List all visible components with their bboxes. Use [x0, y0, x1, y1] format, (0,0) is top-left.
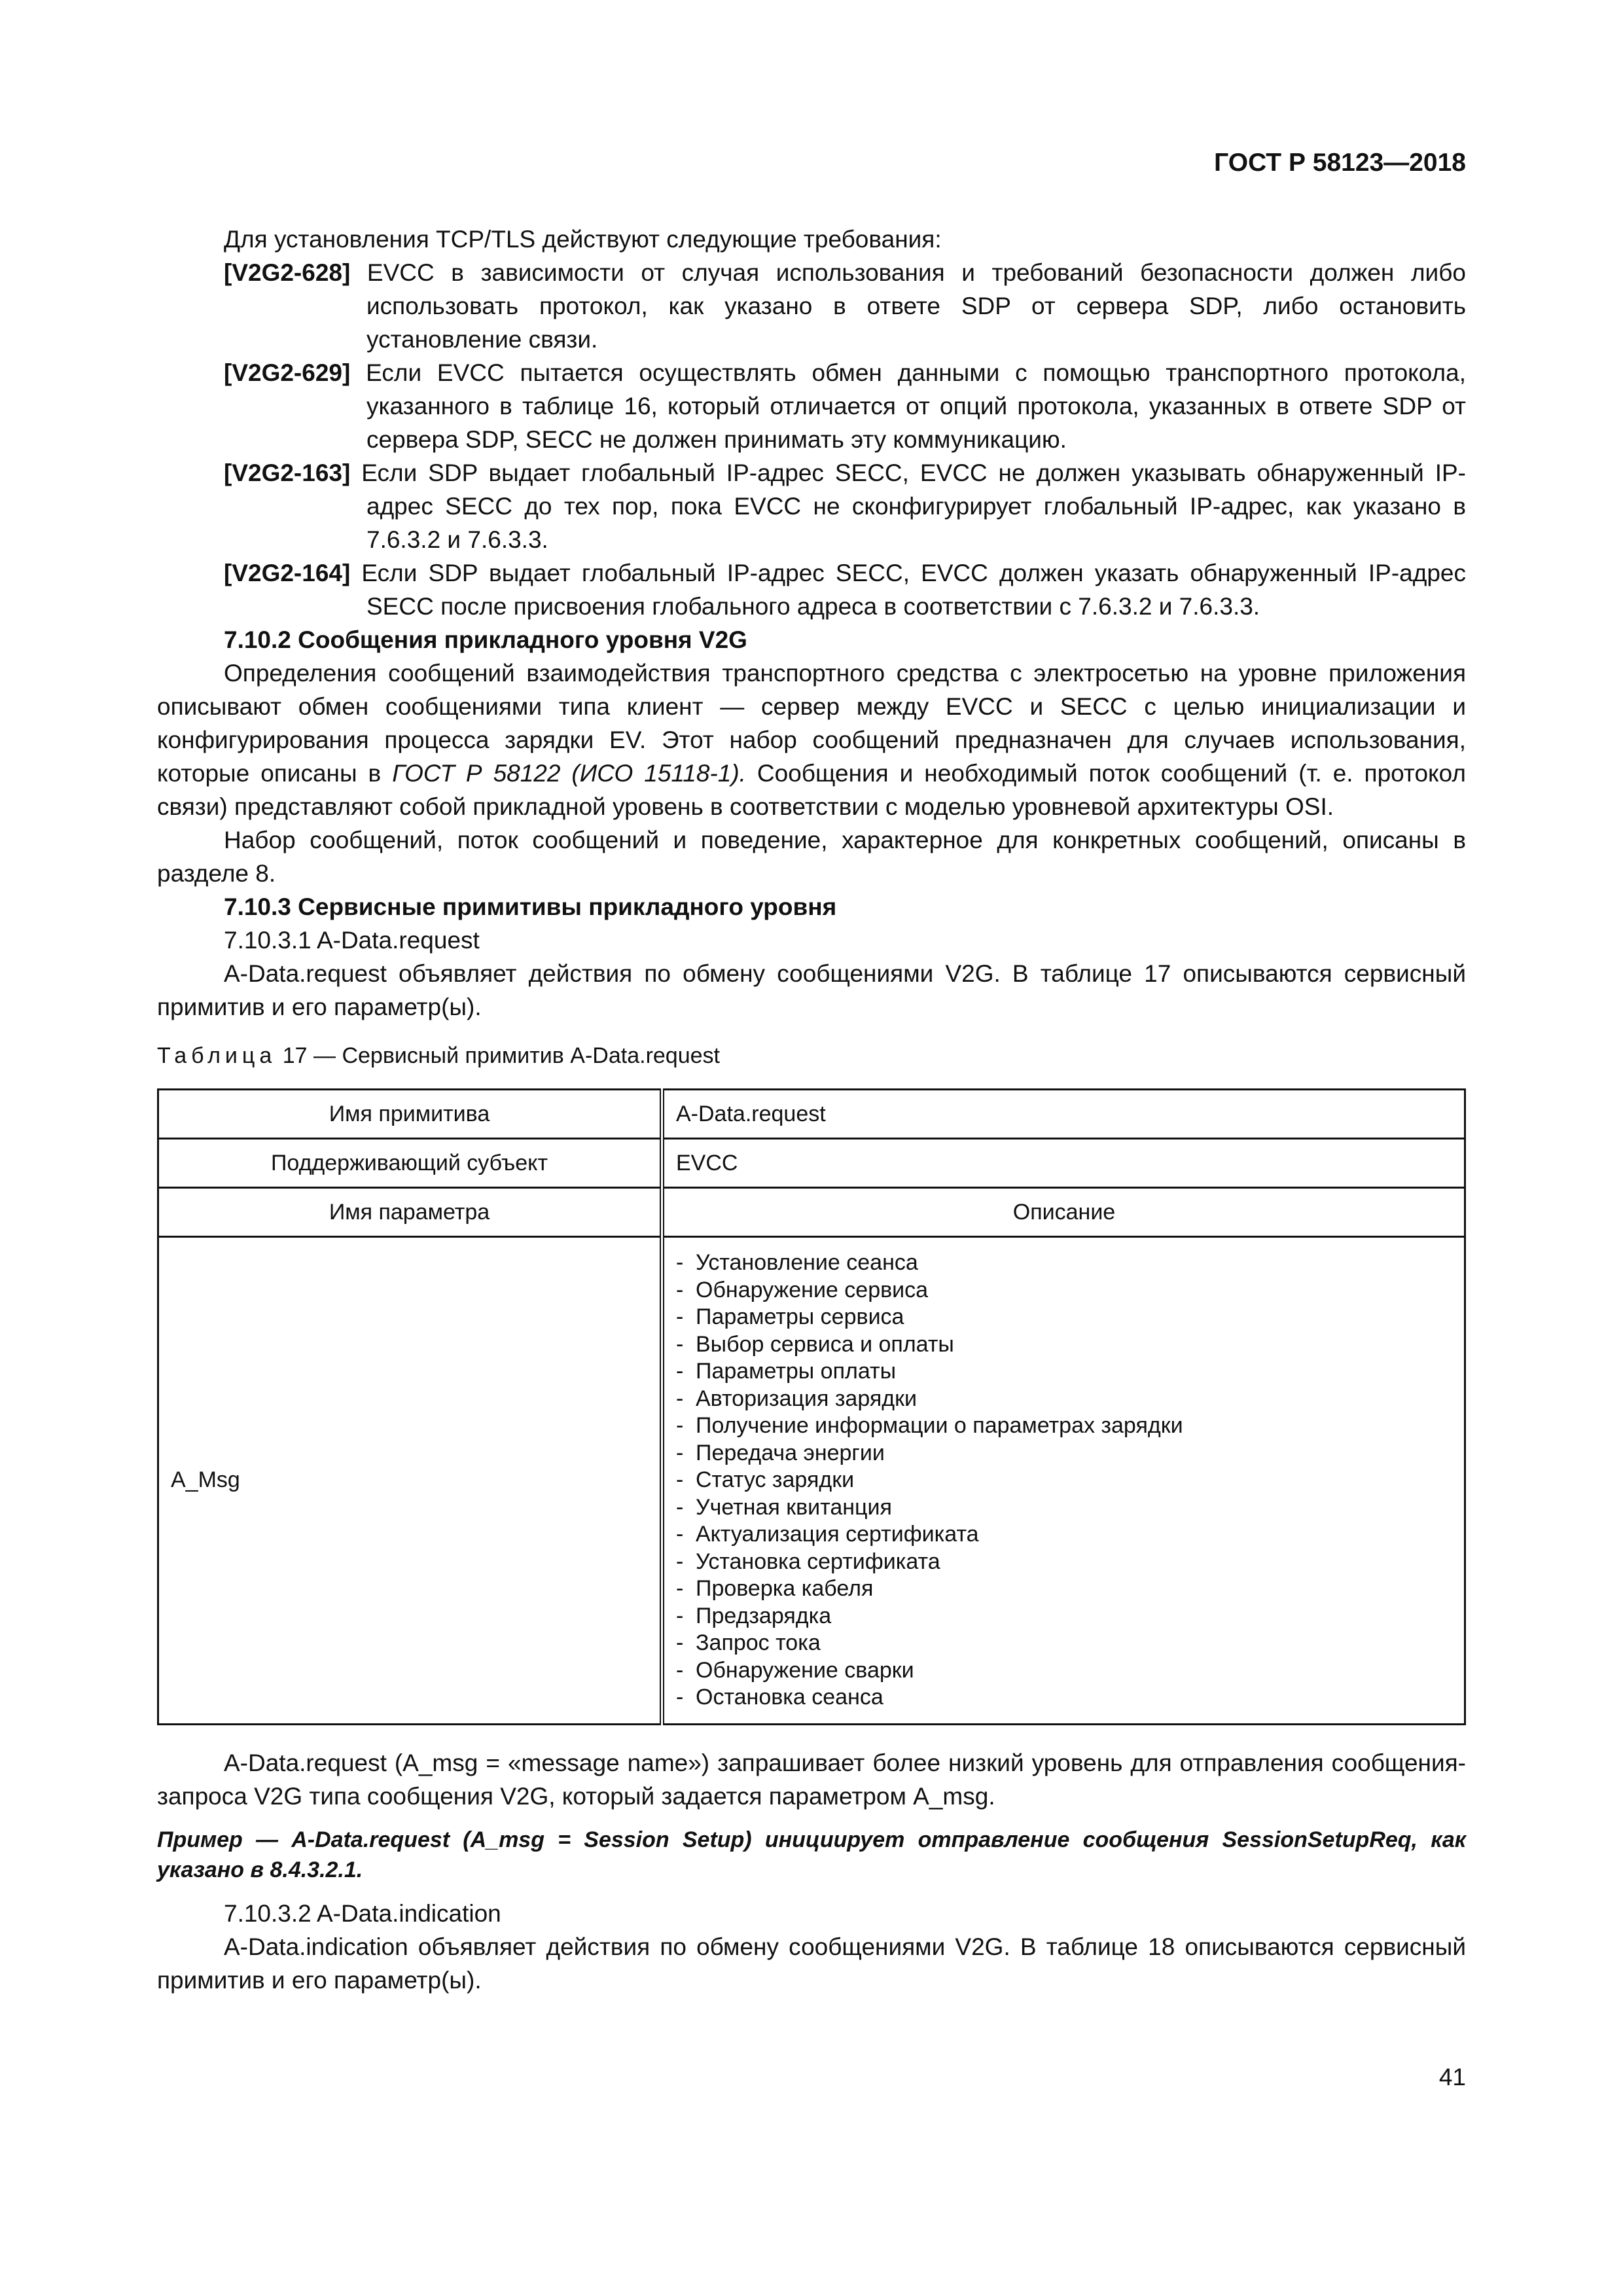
list-dash: -: [676, 1657, 684, 1683]
list-dash: -: [676, 1359, 684, 1384]
list-item: [676, 1277, 1452, 1304]
list-dash: -: [676, 1522, 684, 1547]
table-row: [158, 1188, 1465, 1237]
list-item-text: Предзарядка: [696, 1603, 832, 1628]
list-dash: -: [676, 1304, 684, 1329]
requirement-628: [157, 256, 1466, 356]
table-cell: A_Msg: [158, 1237, 662, 1725]
list-item-text: Актуализация сертификата: [696, 1522, 979, 1547]
requirement-text: Если EVCC пытается осуществлять обмен данными с помощью транспортного протокола, указанного в таблице 16, который отличается от опций протокола, указанных в ответе SDP от сервера SDP, SECC не должен принимать эту коммуникацию.: [350, 359, 1466, 453]
list-item: [676, 1467, 1452, 1494]
document-code-header: ГОСТ Р 58123—2018: [1214, 149, 1466, 177]
list-item: [676, 1494, 1452, 1522]
list-item-text: Параметры сервиса: [696, 1304, 904, 1329]
list-item-text: Остановка сеанса: [696, 1685, 883, 1710]
list-dash: -: [676, 1549, 684, 1574]
list-dash: -: [676, 1386, 684, 1411]
table-caption-label: Таблица: [157, 1043, 277, 1068]
page-number: 41: [1438, 2064, 1466, 2090]
requirement-text: Если SDP выдает глобальный IP-адрес SECC, EVCC не должен указывать обнаруженный IP-адрес SECC до тех пор, пока EVCC не сконфигурирует глобальный IP-адрес, как указано в 7.6.3.2 и 7.6.3.3.: [350, 459, 1466, 553]
table-17: [157, 1088, 1466, 1725]
list-dash: -: [676, 1494, 684, 1520]
list-item: [676, 1440, 1452, 1467]
section-paragraph: [157, 656, 1466, 823]
section-paragraph: A-Data.request (A_msg = «message name») запрашивает более низкий уровень для отправления сообщения-запроса V2G типа сообщения V2G, который задается параметром A_msg.: [157, 1749, 1466, 1810]
table-row: [158, 1090, 1465, 1139]
example-note: Пример — A-Data.request (A_msg = Session Setup) инициирует отправление сообщения SessionSetupReq, как указано в 8.4.3.2.1.: [157, 1827, 1466, 1882]
requirement-id: [V2G2-629]: [224, 359, 351, 386]
requirements-intro: Для установления TCP/TLS действуют следующие требования:: [224, 226, 942, 253]
table-cell: EVCC: [662, 1139, 1465, 1188]
requirement-id: [V2G2-164]: [224, 560, 351, 586]
requirement-163: [157, 456, 1466, 556]
list-item: [676, 1684, 1452, 1712]
list-item-text: Обнаружение сварки: [696, 1657, 914, 1683]
list-dash: -: [676, 1467, 684, 1492]
table-row: [158, 1139, 1465, 1188]
list-item-text: Выбор сервиса и оплаты: [696, 1331, 954, 1357]
paragraph-text: Сообщения и необходимый поток сообщений (т. е. протокол связи) представляют собой прикладной уровень в соответствии с моделью уровневой архитектуры OSI.: [157, 760, 1466, 820]
subsection-heading-7-10-3-1: 7.10.3.1 A-Data.request: [224, 927, 480, 954]
requirement-629: [157, 356, 1466, 456]
subsection-heading-7-10-3-2: 7.10.3.2 A-Data.indication: [224, 1899, 501, 1927]
list-item-text: Учетная квитанция: [696, 1494, 892, 1520]
list-item-text: Получение информации о параметрах зарядки: [696, 1413, 1183, 1438]
requirement-text: Если SDP выдает глобальный IP-адрес SECC, EVCC должен указать обнаруженный IP-адрес SECC после присвоения глобального адреса в соответствии с 7.6.3.2 и 7.6.3.3.: [350, 560, 1466, 620]
list-item-text: Авторизация зарядки: [696, 1386, 917, 1411]
table-caption-text: 17 — Сервисный примитив A-Data.request: [276, 1043, 720, 1068]
list-item: [676, 1331, 1452, 1359]
requirement-id: [V2G2-163]: [224, 459, 351, 486]
list-dash: -: [676, 1413, 684, 1438]
table-row: [158, 1237, 1465, 1725]
list-dash: -: [676, 1630, 684, 1655]
table-caption: [157, 1039, 1466, 1073]
list-item: [676, 1521, 1452, 1549]
list-item-text: Проверка кабеля: [696, 1576, 874, 1601]
list-item-text: Передача энергии: [696, 1440, 885, 1465]
paragraph-text: Определения сообщений взаимодействия транспортного средства с электросетью на уровне приложения описывают обмен сообщениями типа клиент — сервер между EVCC и SECC с целью инициализации и конфигурирования процесса зарядки EV. Этот набор сообщений предназначен для случаев использования, которые описаны в: [157, 660, 1466, 787]
list-item-text: Обнаружение сервиса: [696, 1277, 929, 1302]
requirement-text: EVCC в зависимости от случая использования и требований безопасности должен либо использовать протокол, как указано в ответе SDP от сервера SDP, либо остановить установление связи.: [350, 259, 1466, 353]
list-item: [676, 1358, 1452, 1386]
section-paragraph: A-Data.request объявляет действия по обмену сообщениями V2G. В таблице 17 описываются сервисный примитив и его параметр(ы).: [157, 960, 1466, 1020]
list-dash: -: [676, 1250, 684, 1275]
list-item-text: Установка сертификата: [696, 1549, 940, 1574]
list-item-text: Запрос тока: [696, 1630, 821, 1655]
list-dash: -: [676, 1685, 684, 1710]
list-item: [676, 1630, 1452, 1657]
list-dash: -: [676, 1603, 684, 1628]
section-paragraph: A-Data.indication объявляет действия по обмену сообщениями V2G. В таблице 18 описываются сервисный примитив и его параметр(ы).: [157, 1933, 1466, 1994]
table-header-cell: Имя параметра: [158, 1188, 662, 1237]
table-cell: Поддерживающий субъект: [158, 1139, 662, 1188]
table-cell: [662, 1237, 1465, 1725]
list-dash: -: [676, 1277, 684, 1302]
standard-reference: ГОСТ Р 58122 (ИСО 15118-1).: [392, 760, 746, 787]
list-item: [676, 1657, 1452, 1685]
list-item: [676, 1386, 1452, 1413]
message-list: [676, 1249, 1452, 1712]
table-cell: Имя примитива: [158, 1090, 662, 1139]
list-item: [676, 1603, 1452, 1630]
list-item-text: Установление сеанса: [696, 1250, 918, 1275]
list-item: [676, 1304, 1452, 1331]
section-heading-7-10-2: 7.10.2 Сообщения прикладного уровня V2G: [224, 626, 747, 653]
table-header-cell: Описание: [662, 1188, 1465, 1237]
list-item: [676, 1249, 1452, 1277]
list-item-text: Параметры оплаты: [696, 1359, 897, 1384]
list-dash: -: [676, 1331, 684, 1357]
page-body: [157, 223, 1466, 1997]
list-item: [676, 1549, 1452, 1576]
section-paragraph: Набор сообщений, поток сообщений и поведение, характерное для конкретных сообщений, описаны в разделе 8.: [157, 827, 1466, 887]
section-heading-7-10-3: 7.10.3 Сервисные примитивы прикладного уровня: [224, 893, 837, 920]
requirement-164: [157, 556, 1466, 623]
list-dash: -: [676, 1440, 684, 1465]
list-item: [676, 1412, 1452, 1440]
requirement-id: [V2G2-628]: [224, 259, 351, 286]
list-item-text: Статус зарядки: [696, 1467, 855, 1492]
table-cell: A-Data.request: [662, 1090, 1465, 1139]
list-item: [676, 1575, 1452, 1603]
list-dash: -: [676, 1576, 684, 1601]
